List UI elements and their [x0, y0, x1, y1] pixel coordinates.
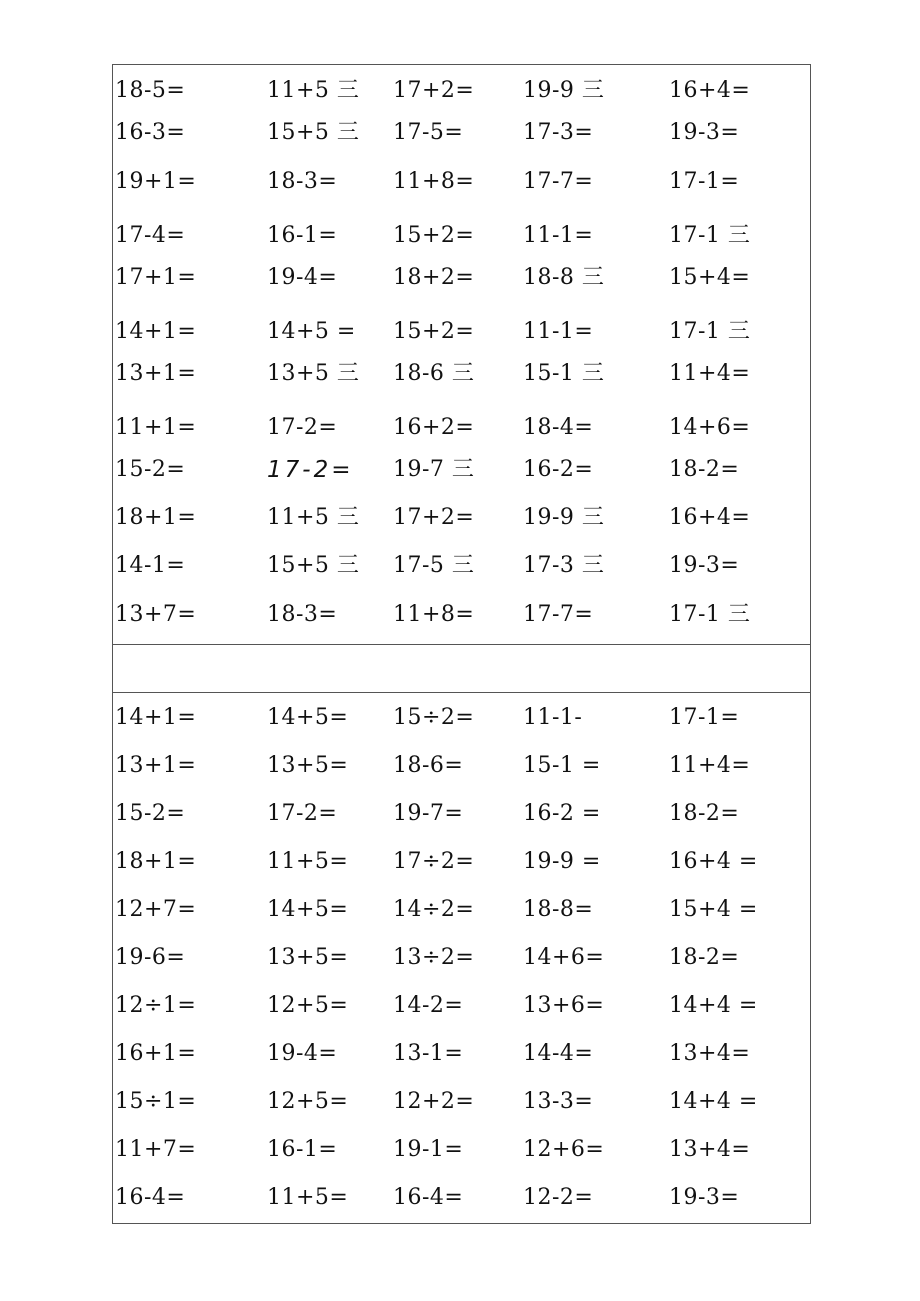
problem-row [113, 938, 810, 978]
problem-cell: 14+6= [523, 945, 605, 970]
problem-cell: 15-2= [115, 801, 186, 826]
problem-cell: 19-9 三 [523, 505, 605, 530]
problem-cell: 15-1 = [523, 753, 601, 778]
problem-cell: 17-3 三 [523, 553, 605, 578]
problem-cell: 17-7= [523, 602, 594, 627]
problem-cell: 14+1= [115, 319, 197, 344]
problem-cell: 17-3= [523, 120, 594, 145]
problem-cell: 13+7= [115, 602, 197, 627]
problem-cell: 16-1= [267, 1137, 338, 1162]
problem-row [113, 1034, 810, 1074]
problem-row [113, 113, 810, 153]
problem-cell: 15+5 三 [267, 120, 360, 145]
problem-cell: 14+6= [669, 415, 751, 440]
problem-row [113, 408, 810, 448]
problem-cell: 16+1= [115, 1041, 197, 1066]
problem-cell: 19-4= [267, 1041, 338, 1066]
problem-cell: 17-5= [393, 120, 464, 145]
problem-cell: 13+5 三 [267, 361, 360, 386]
problem-cell: 16-4= [115, 1185, 186, 1210]
problem-cell: 18-8= [523, 897, 594, 922]
problem-cell: 17+2= [393, 505, 475, 530]
problem-row [113, 1082, 810, 1122]
problem-cell: 18-3= [267, 169, 338, 194]
problem-cell: 18-8 三 [523, 265, 605, 290]
problem-cell: 19-3= [669, 120, 740, 145]
problem-cell: 14-2= [393, 993, 464, 1018]
problem-cell: 19-4= [267, 265, 338, 290]
problem-cell: 15+5 三 [267, 553, 360, 578]
problem-cell: 11-1= [523, 319, 594, 344]
problem-row [113, 498, 810, 538]
problem-cell: 12+5= [267, 993, 349, 1018]
problem-row [113, 71, 810, 111]
problem-cell: 17-2= [267, 457, 354, 483]
problem-cell: 15+2= [393, 319, 475, 344]
problem-cell: 14+5 = [267, 319, 356, 344]
problem-cell: 12+7= [115, 897, 197, 922]
problem-cell: 13+5= [267, 753, 349, 778]
problem-cell: 17+2= [393, 78, 475, 103]
problem-cell: 16+4= [669, 78, 751, 103]
problem-cell: 11-1= [523, 223, 594, 248]
problem-cell: 19-7 三 [393, 457, 475, 482]
problem-cell: 19-3= [669, 553, 740, 578]
problem-cell: 17-1= [669, 705, 740, 730]
problem-row [113, 595, 810, 635]
problem-cell: 11+8= [393, 169, 475, 194]
problem-cell: 18-2= [669, 457, 740, 482]
problem-cell: 14+5= [267, 897, 349, 922]
problem-cell: 11+5= [267, 849, 349, 874]
problem-cell: 16+4 = [669, 849, 758, 874]
problem-cell: 16-2 = [523, 801, 601, 826]
problem-cell: 13-3= [523, 1089, 594, 1114]
problem-row [113, 258, 810, 298]
problem-cell: 18-6 三 [393, 361, 475, 386]
problem-cell: 11+5= [267, 1185, 349, 1210]
problem-cell: 15÷2= [393, 705, 475, 730]
problem-cell: 16-1= [267, 223, 338, 248]
problem-row [113, 546, 810, 586]
problem-cell: 11+8= [393, 602, 475, 627]
problem-row [113, 986, 810, 1026]
problem-cell: 15+2= [393, 223, 475, 248]
problem-cell: 15÷1= [115, 1089, 197, 1114]
problem-cell: 15+4= [669, 265, 751, 290]
problem-row [113, 162, 810, 202]
problem-row [113, 1178, 810, 1218]
problem-cell: 13+5= [267, 945, 349, 970]
problem-cell: 18-3= [267, 602, 338, 627]
problem-cell: 18+1= [115, 505, 197, 530]
problem-cell: 17+1= [115, 265, 197, 290]
problem-row [113, 312, 810, 352]
empty-separator-row [113, 644, 810, 693]
problem-cell: 15-1 三 [523, 361, 605, 386]
problem-cell: 19-9 三 [523, 78, 605, 103]
problem-cell: 13+6= [523, 993, 605, 1018]
problem-cell: 14+4 = [669, 1089, 758, 1114]
problem-cell: 13+1= [115, 753, 197, 778]
problem-cell: 11-1- [523, 705, 583, 730]
problem-cell: 16+4= [669, 505, 751, 530]
problem-cell: 13+4= [669, 1041, 751, 1066]
problem-cell: 12+5= [267, 1089, 349, 1114]
problem-cell: 14-4= [523, 1041, 594, 1066]
problem-cell: 17÷2= [393, 849, 475, 874]
problem-cell: 18-2= [669, 801, 740, 826]
problem-cell: 14+1= [115, 705, 197, 730]
problem-cell: 11+5 三 [267, 505, 360, 530]
problem-cell: 18-4= [523, 415, 594, 440]
problem-cell: 17-1 三 [669, 223, 751, 248]
problem-cell: 17-4= [115, 223, 186, 248]
problem-cell: 14+5= [267, 705, 349, 730]
problem-cell: 18-5= [115, 78, 186, 103]
problem-block-bottom [113, 693, 810, 1224]
problem-cell: 19-7= [393, 801, 464, 826]
problem-row [113, 354, 810, 394]
problem-cell: 11+4= [669, 361, 751, 386]
problem-row [113, 450, 810, 490]
problem-cell: 16+2= [393, 415, 475, 440]
problem-cell: 14-1= [115, 553, 186, 578]
problem-cell: 17-7= [523, 169, 594, 194]
problem-cell: 12+2= [393, 1089, 475, 1114]
problem-cell: 16-2= [523, 457, 594, 482]
problem-cell: 17-2= [267, 801, 338, 826]
worksheet-table [112, 64, 811, 1224]
problem-cell: 19-6= [115, 945, 186, 970]
problem-cell: 19-9 = [523, 849, 601, 874]
problem-row [113, 794, 810, 834]
problem-cell: 11+1= [115, 415, 197, 440]
problem-cell: 19-1= [393, 1137, 464, 1162]
problem-cell: 16-3= [115, 120, 186, 145]
problem-row [113, 216, 810, 256]
problem-cell: 13-1= [393, 1041, 464, 1066]
problem-row [113, 698, 810, 738]
problem-cell: 13+1= [115, 361, 197, 386]
problem-cell: 17-1= [669, 169, 740, 194]
problem-cell: 12÷1= [115, 993, 197, 1018]
problem-cell: 18-6= [393, 753, 464, 778]
problem-block-top [113, 65, 810, 644]
problem-row [113, 842, 810, 882]
problem-row [113, 746, 810, 786]
problem-cell: 16-4= [393, 1185, 464, 1210]
problem-cell: 17-1 三 [669, 319, 751, 344]
problem-cell: 19-3= [669, 1185, 740, 1210]
problem-cell: 19+1= [115, 169, 197, 194]
problem-row [113, 1130, 810, 1170]
problem-cell: 14÷2= [393, 897, 475, 922]
problem-cell: 15-2= [115, 457, 186, 482]
problem-cell: 17-1 三 [669, 602, 751, 627]
problem-cell: 15+4 = [669, 897, 758, 922]
problem-cell: 18+2= [393, 265, 475, 290]
problem-cell: 12+6= [523, 1137, 605, 1162]
problem-cell: 12-2= [523, 1185, 594, 1210]
problem-cell: 17-2= [267, 415, 338, 440]
problem-cell: 11+5 三 [267, 78, 360, 103]
problem-cell: 13÷2= [393, 945, 475, 970]
problem-cell: 18+1= [115, 849, 197, 874]
problem-cell: 18-2= [669, 945, 740, 970]
problem-row [113, 890, 810, 930]
problem-cell: 13+4= [669, 1137, 751, 1162]
problem-cell: 11+4= [669, 753, 751, 778]
problem-cell: 11+7= [115, 1137, 197, 1162]
problem-cell: 14+4 = [669, 993, 758, 1018]
problem-cell: 17-5 三 [393, 553, 475, 578]
